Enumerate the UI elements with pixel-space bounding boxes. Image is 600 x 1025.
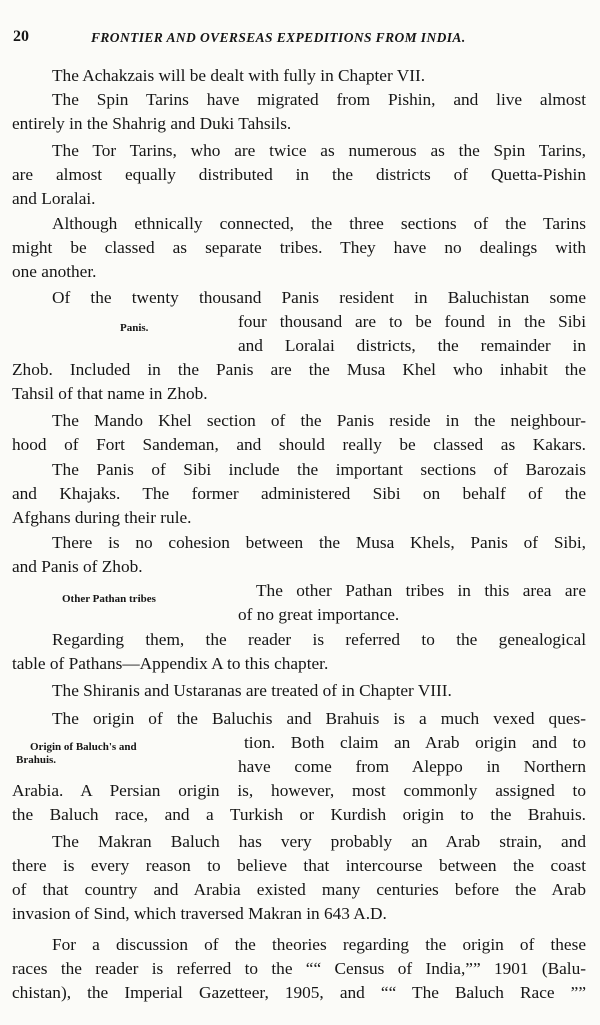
page-number: 20	[13, 28, 29, 45]
text-line: races the reader is referred to the ““ Census of India,”” 1901 (Balu-	[12, 959, 586, 978]
running-head: FRONTIER AND OVERSEAS EXPEDITIONS FROM INDIA.	[91, 30, 466, 45]
text-line: the Baluch race, and a Turkish or Kurdish origin to the Brahuis.	[12, 805, 586, 824]
text-line: Regarding them, the reader is referred to the genealogical	[52, 630, 586, 649]
text-line: might be classed as separate tribes. They have no dealings with	[12, 238, 586, 257]
text-line: table of Pathans—Appendix A to this chapter.	[12, 654, 329, 673]
margin-note-panis: Panis.	[120, 322, 149, 334]
text-line: Afghans during their rule.	[12, 508, 192, 527]
text-line: are almost equally distributed in the districts of Quetta-Pishin	[12, 165, 586, 184]
text-line: invasion of Sind, which traversed Makran in 643 A.D.	[12, 904, 387, 923]
text-line: and Panis of Zhob.	[12, 557, 143, 576]
text-line: Zhob. Included in the Panis are the Musa Khel who inhabit the	[12, 360, 586, 379]
text-line: For a discussion of the theories regarding the origin of these	[52, 935, 586, 954]
margin-note-other-pathan-tribes: Other Pathan tribes	[62, 593, 156, 605]
text-line: The Makran Baluch has very probably an Arab strain, and	[52, 832, 586, 851]
text-line: The origin of the Baluchis and Brahuis is a much vexed ques-	[52, 709, 586, 728]
text-line: Tahsil of that name in Zhob.	[12, 384, 208, 403]
text-line: of no great importance.	[238, 605, 400, 624]
text-line: have come from Aleppo in Northern	[238, 757, 586, 776]
text-line: of that country and Arabia existed many centuries before the Arab	[12, 880, 586, 899]
text-line: The Tor Tarins, who are twice as numerous as the Spin Tarins,	[52, 141, 586, 160]
text-line: There is no cohesion between the Musa Khels, Panis of Sibi,	[52, 533, 586, 552]
text-line: and Loralai.	[12, 189, 96, 208]
text-line: The Shiranis and Ustaranas are treated of in Chapter VIII.	[52, 681, 452, 700]
text-line: The Achakzais will be dealt with fully in Chapter VII.	[52, 66, 426, 85]
text-line: Arabia. A Persian origin is, however, most commonly assigned to	[12, 781, 586, 800]
text-line: hood of Fort Sandeman, and should really be classed as Kakars.	[12, 435, 586, 454]
page-header	[13, 28, 580, 50]
text-line: Although ethnically connected, the three sections of the Tarins	[52, 214, 586, 233]
text-line: and Loralai districts, the remainder in	[238, 336, 586, 355]
text-line: The Panis of Sibi include the important sections of Barozais	[52, 460, 586, 479]
text-line: The Mando Khel section of the Panis reside in the neighbour-	[52, 411, 586, 430]
margin-note-origin: Origin of Baluch's and	[30, 741, 137, 753]
text-line: four thousand are to be found in the Sibi	[238, 312, 586, 331]
text-line: The Spin Tarins have migrated from Pishin, and live almost	[52, 90, 586, 109]
text-line: and Khajaks. The former administered Sibi on behalf of the	[12, 484, 586, 503]
text-line: Of the twenty thousand Panis resident in Baluchistan some	[52, 288, 586, 307]
margin-note-origin-brahuis: Brahuis.	[16, 754, 57, 766]
text-line: chistan), the Imperial Gazetteer, 1905, and ““ The Baluch Race ””	[12, 983, 586, 1002]
text-line: one another.	[12, 262, 97, 281]
text-line: The other Pathan tribes in this area are	[256, 581, 586, 600]
text-line: tion. Both claim an Arab origin and to	[244, 733, 586, 752]
text-line: there is every reason to believe that intercourse between the coast	[12, 856, 586, 875]
text-line: entirely in the Shahrig and Duki Tahsils.	[12, 114, 292, 133]
